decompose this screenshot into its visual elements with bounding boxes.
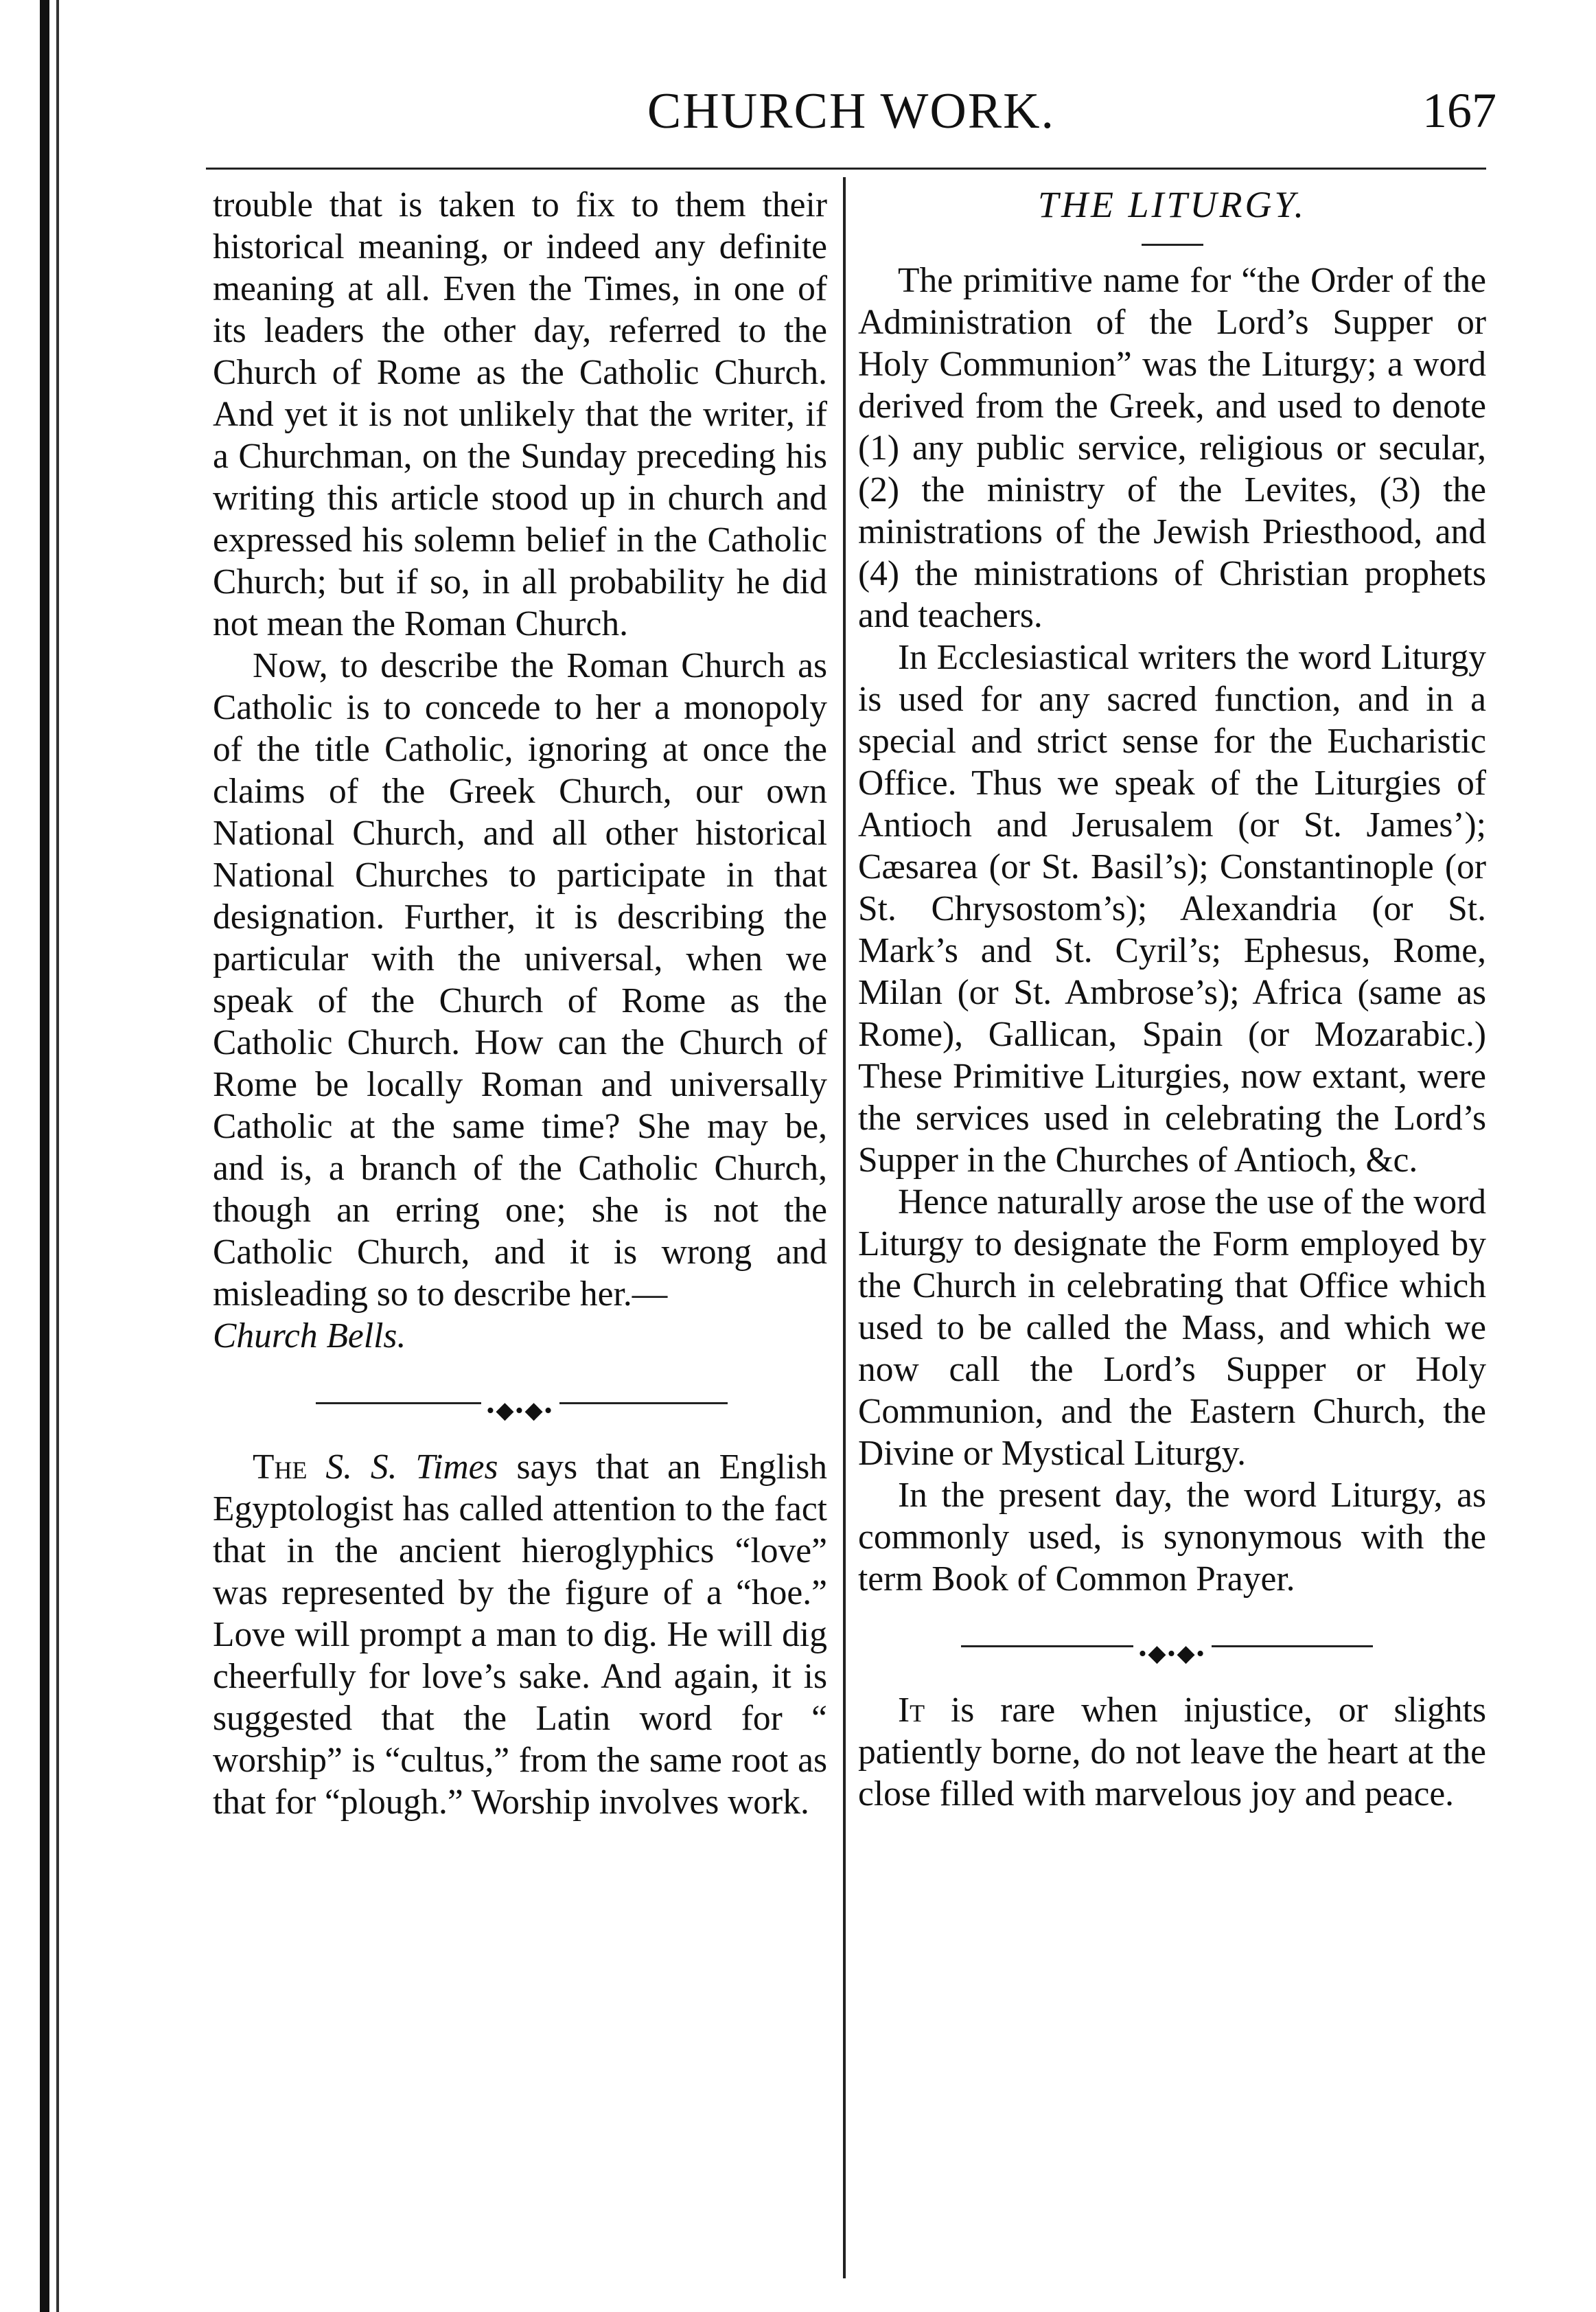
source-name: S. S. Times — [325, 1447, 498, 1487]
right-paragraph-5-text: is rare when injustice, or slights patiently borne, do not leave the heart at the close filled with marvelous joy and peace. — [858, 1691, 1486, 1813]
header-rule — [206, 168, 1486, 170]
left-paragraph-3 — [213, 1446, 827, 1823]
running-head: CHURCH WORK. — [647, 83, 1056, 139]
article-title: THE LITURGY. — [1037, 184, 1307, 225]
drop-lead: The — [253, 1447, 308, 1487]
page-header — [206, 82, 1496, 158]
left-paragraph-2: Now, to describe the Roman Church as Catholic is to concede to her a monopoly of the title Catholic, ignoring at once the claims of the Greek Church, our own National Church, and all other historical National Churches to participate in that designation. Further, it is describing the particular with the universal, when we speak of the Church of Rome as the Catholic Church. How can the Church of Rome be locally Roman and universally Catholic at the same time? She may be, and is, a branch of the Catholic Church, though an erring one; she is not the Catholic Church, and it is wrong and misleading so to describe her.— — [213, 646, 827, 1314]
right-column — [858, 184, 1486, 1815]
title-dash — [1142, 244, 1203, 246]
attribution: Church Bells. — [213, 1316, 406, 1355]
binding-rule — [40, 0, 49, 2312]
left-column — [213, 184, 827, 1823]
section-ornament-left — [213, 1383, 827, 1424]
binding-rule-thin — [56, 0, 59, 2312]
right-paragraph-1: The primitive name for “the Order of the Administration of the Lord’s Supper or Holy Communion” was the Liturgy; a word derived from the Greek, and used to denote (1) any public service, religious or secular, (2) the ministry of the Levites, (3) the ministrations of the Jewish Priesthood, and (4) the ministrations of Christian prophets and teachers. — [858, 261, 1486, 635]
page-number: 167 — [1422, 83, 1496, 138]
section-ornament-right — [858, 1626, 1486, 1667]
left-paragraph-3-text: says that an English Egyptologist has called attention to the fact that in the ancient hieroglyphics “love” was represented by the figure of a “hoe.” Love will prompt a man to dig. He will dig cheerfully for love’s sake. And again, it is suggested that the Latin word for “ worship” is “cultus,” from the same root as that for “plough.” Worship involves work. — [213, 1447, 827, 1822]
ornament-glyph: •◆•◆• — [1133, 1633, 1211, 1675]
right-paragraph-5 — [858, 1689, 1486, 1815]
right-paragraph-4: In the present day, the word Liturgy, as commonly used, is synonymous with the term Book of Common Prayer. — [858, 1476, 1486, 1599]
column-divider — [843, 177, 846, 2278]
right-paragraph-3: Hence naturally arose the use of the word Liturgy to designate the Form employed by the Church in celebrating that Office which used to be called the Mass, and which we now call the Lord’s Supper or Holy Communion, and the Eastern Church, the Divine or Mystical Liturgy. — [858, 1182, 1486, 1473]
ornament-glyph: •◆•◆• — [481, 1390, 559, 1432]
right-paragraph-2: In Ecclesiastical writers the word Liturgy is used for any sacred function, and in a special and strict sense for the Eucharistic Office. Thus we speak of the Liturgies of Antioch and Jerusalem (or St. James’); Cæsarea (or St. Basil’s); Constantinople (or St. Chrysostom’s); Alexandria (or St. Mark’s and St. Cyril’s; Ephesus, Rome, Milan (or St. Ambrose’s); Africa (same as Rome), Gallican, Spain (or Mozarabic.) These Primitive Liturgies, now extant, were the services used in celebrating the Lord’s Supper in the Churches of Antioch, &c. — [858, 638, 1486, 1180]
left-paragraph-1: trouble that is taken to fix to them their historical meaning, or indeed any definite meaning at all. Even the Times, in one of its leaders the other day, referred to the Church of Rome as the Catholic Church. And yet it is not unlikely that the writer, if a Churchman, on the Sunday preceding his writing this article stood up in church and expressed his solemn belief in the Catholic Church; but if so, in all probability he did not mean the Roman Church. — [213, 185, 827, 643]
drop-lead: It — [898, 1691, 925, 1730]
